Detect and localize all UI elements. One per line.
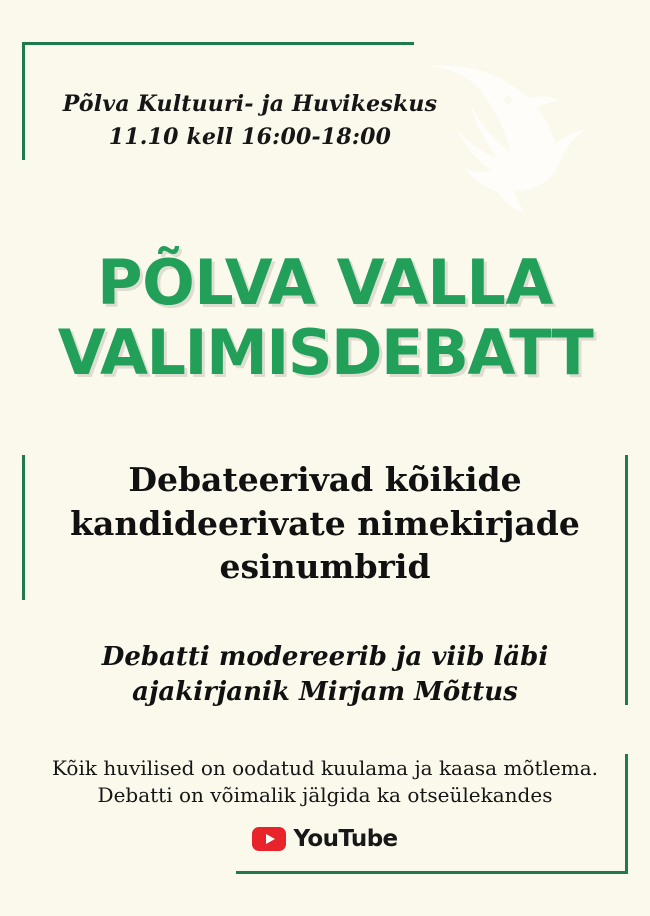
frame-line-top [22, 42, 414, 45]
subtitle [35, 458, 615, 589]
venue-text: Põlva Kultuuri- ja Huvikeskus [62, 91, 438, 117]
title-line-2: VALIMISDEBATT [57, 316, 593, 390]
note-line-2: Debatti on võimalik jälgida ka otseülekandes [97, 783, 553, 807]
note-line-1: Kõik huvilised on oodatud kuulama ja kaasa mõtlema. [52, 756, 598, 780]
subtitle-line-1: Debateerivad kõikide [128, 460, 522, 499]
frame-line-left-top [22, 42, 25, 160]
footer-note [20, 755, 630, 809]
subtitle-line-2: kandideerivate nimekirjade [70, 503, 580, 543]
datetime-text: 11.10 kell 16:00-18:00 [108, 124, 392, 150]
youtube-label: YouTube [293, 826, 398, 852]
youtube-icon [252, 827, 286, 851]
youtube-badge[interactable] [0, 826, 650, 852]
event-meta [40, 88, 460, 154]
subtitle-line-3: esinumbrid [219, 547, 431, 587]
frame-line-left-middle [22, 455, 25, 600]
page-title [0, 248, 650, 388]
moderator-line-2: ajakirjanik Mirjam Mõttus [132, 677, 518, 708]
title-line-1: PÕLVA VALLA [97, 246, 553, 319]
moderator-info [45, 640, 605, 710]
frame-line-right-middle [625, 455, 628, 705]
moderator-line-1: Debatti modereerib ja viib läbi [101, 642, 549, 672]
frame-line-bottom [236, 871, 628, 874]
